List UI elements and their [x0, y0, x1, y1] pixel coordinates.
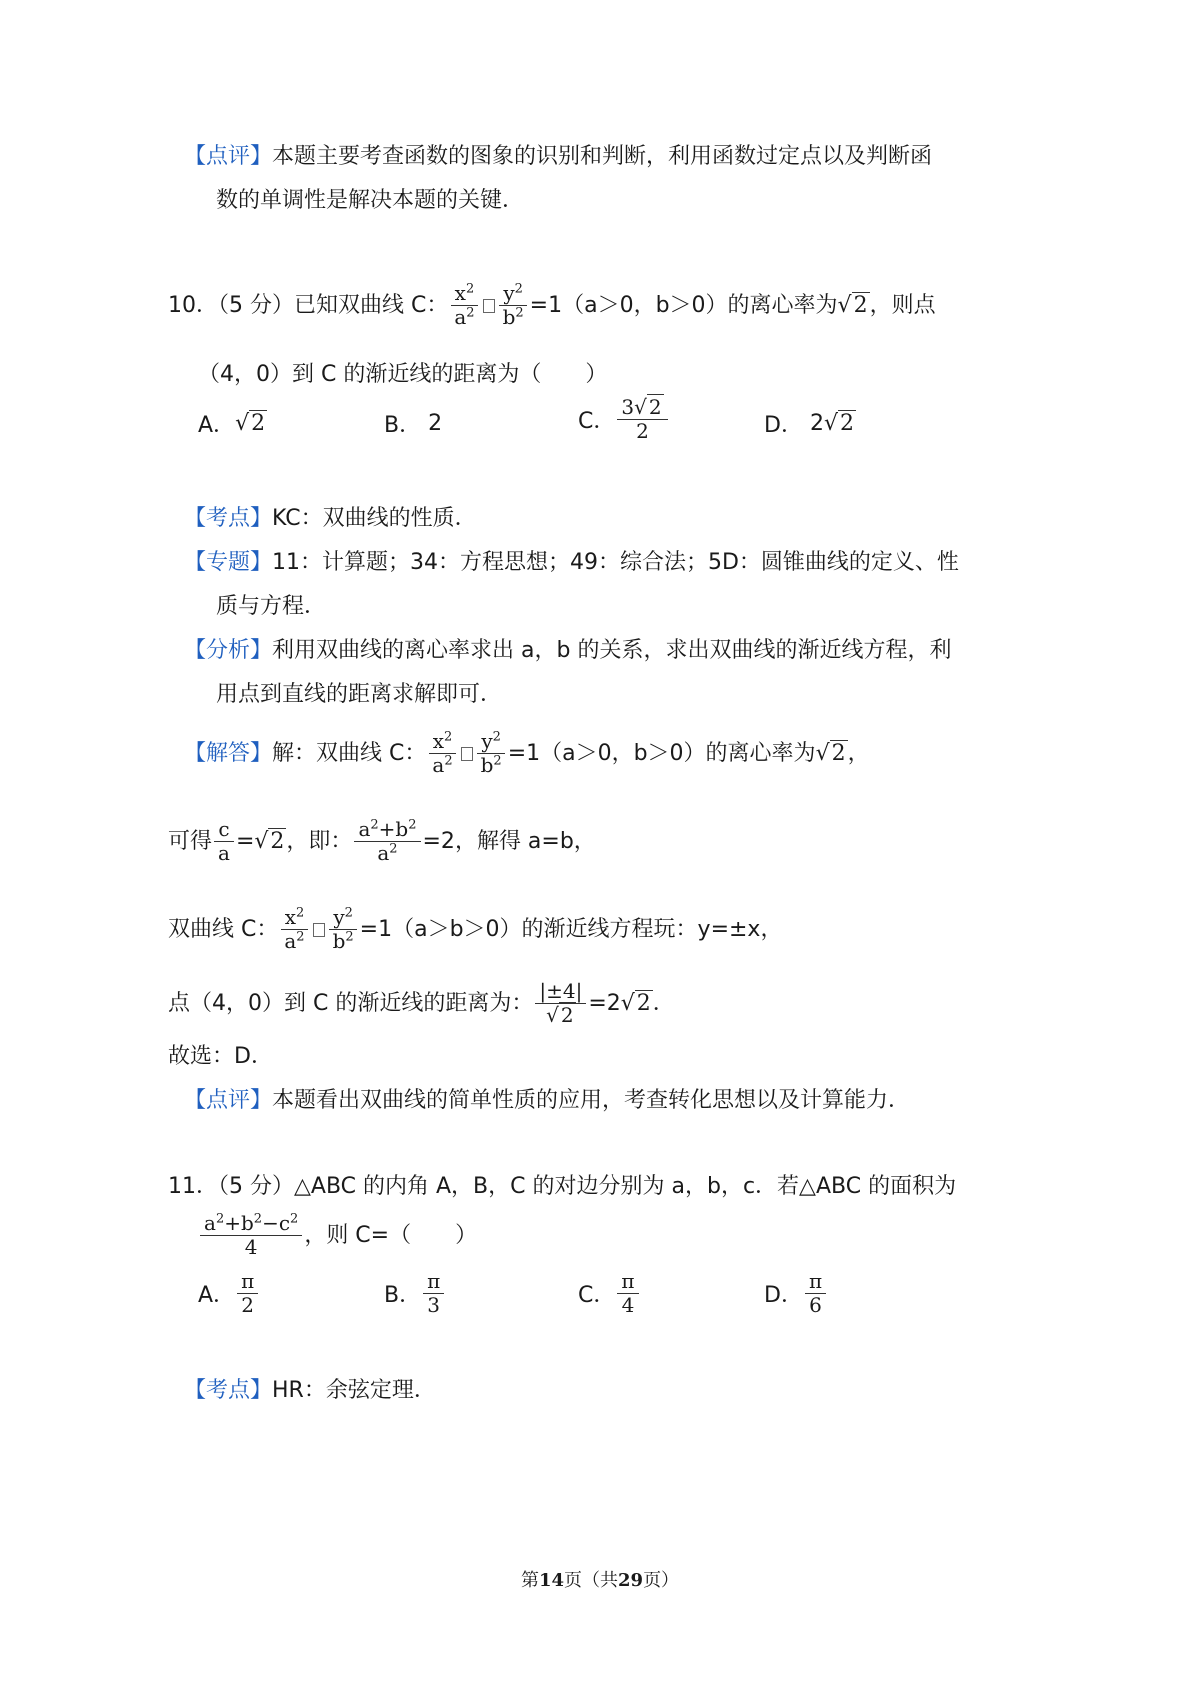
fenxi-paragraph: 【分析】利用双曲线的离心率求出 a，b 的关系，求出双曲线的渐近线方程，利: [184, 638, 952, 663]
review-paragraph-line2: 数的单调性是解决本题的关键．: [216, 188, 525, 213]
page-footer: 第14页（共29页）: [520, 1570, 680, 1591]
missing-glyph-icon: [313, 923, 325, 937]
question-10-stem: 10．（5 分）已知双曲线 C： $\frac{x^2}{a^2}$ $\frac{y^2}{b^2}$ =1（a＞0，b＞0）的离心率为 √2 ，则点: [168, 281, 936, 329]
answer-choice: 故选：D．: [168, 1044, 273, 1069]
jieda-tag: 【解答】: [184, 740, 273, 766]
option-d: D． $\frac{\pi}{6}$: [764, 1270, 828, 1317]
question-11-stem-line2: $\frac{a^2+b^2-c^2}{4}$ ，则 C=（ ）: [198, 1212, 477, 1259]
option-c: C． $\frac{\pi}{4}$: [578, 1270, 641, 1317]
jieda-line1: 【解答】 解：双曲线 C： $\frac{x^2}{a^2}$ $\frac{y^2}{b^2}$ =1（a＞0，b＞0）的离心率为 √2 ，: [184, 729, 870, 777]
fenxi-tag: 【分析】: [184, 638, 273, 663]
review-tag: 【点评】: [184, 144, 273, 169]
option-c: C． $\frac{3√ 2}{2}$: [578, 396, 670, 443]
sqrt-2: √2: [837, 292, 868, 318]
missing-glyph-icon: [483, 299, 495, 313]
fraction-x2-a2: $\frac{x^2}{a^2}$: [450, 282, 478, 329]
page-total: 29: [618, 1570, 644, 1591]
kaodian-paragraph: 【考点】KC：双曲线的性质．: [184, 506, 477, 531]
dianping-paragraph: 【点评】本题看出双曲线的简单性质的应用，考查转化思想以及计算能力．: [184, 1088, 911, 1113]
kaodian-tag: 【考点】: [184, 506, 273, 531]
q11-kaodian-paragraph: 【考点】HR：余弦定理．: [184, 1378, 436, 1403]
page-number: 14: [538, 1570, 564, 1591]
kaodian-tag: 【考点】: [184, 1378, 273, 1403]
missing-glyph-icon: [461, 747, 473, 761]
question-11-stem: 11．（5 分）△ABC 的内角 A，B，C 的对边分别为 a，b，c．若△ABC 的面积为: [168, 1174, 957, 1199]
option-b: B． 2: [384, 411, 443, 438]
jieda-line4: 点（4，0）到 C 的渐近线的距离为： $\frac{|\pm 4|}{√ 2}$ =2 √2 ．: [168, 979, 675, 1027]
review-paragraph: 【点评】本题主要考查函数的图象的识别和判断，利用函数过定点以及判断函: [184, 144, 933, 169]
option-d: D． 2 √2: [764, 411, 854, 438]
option-a: A． $\frac{\pi}{2}$: [198, 1270, 260, 1317]
jieda-line3: 双曲线 C： $\frac{x^2}{a^2}$ $\frac{y^2}{b^2}$ =1（a＞b＞0）的渐近线方程玩：y=±x，: [168, 905, 783, 953]
zhuanti-paragraph: 【专题】11：计算题；34：方程思想；49：综合法；5D：圆锥曲线的定义、性: [184, 550, 959, 575]
dianping-tag: 【点评】: [184, 1088, 273, 1113]
zhuanti-tag: 【专题】: [184, 550, 273, 575]
option-a: A． √2: [198, 411, 266, 438]
fenxi-paragraph-line2: 用点到直线的距离求解即可．: [216, 682, 503, 707]
question-10-stem-line2: （4，0）到 C 的渐近线的距离为（ ）: [198, 362, 608, 387]
fraction-y2-b2: $\frac{y^2}{b^2}$: [499, 282, 528, 329]
jieda-line2: 可得 $\frac{c}{a}$ = √2 ，即： $\frac{a^2+b^2}{a^2}$ =2 ，解得 a=b，: [168, 817, 596, 865]
option-b: B． $\frac{\pi}{3}$: [384, 1270, 446, 1317]
zhuanti-paragraph-line2: 质与方程．: [216, 594, 327, 619]
